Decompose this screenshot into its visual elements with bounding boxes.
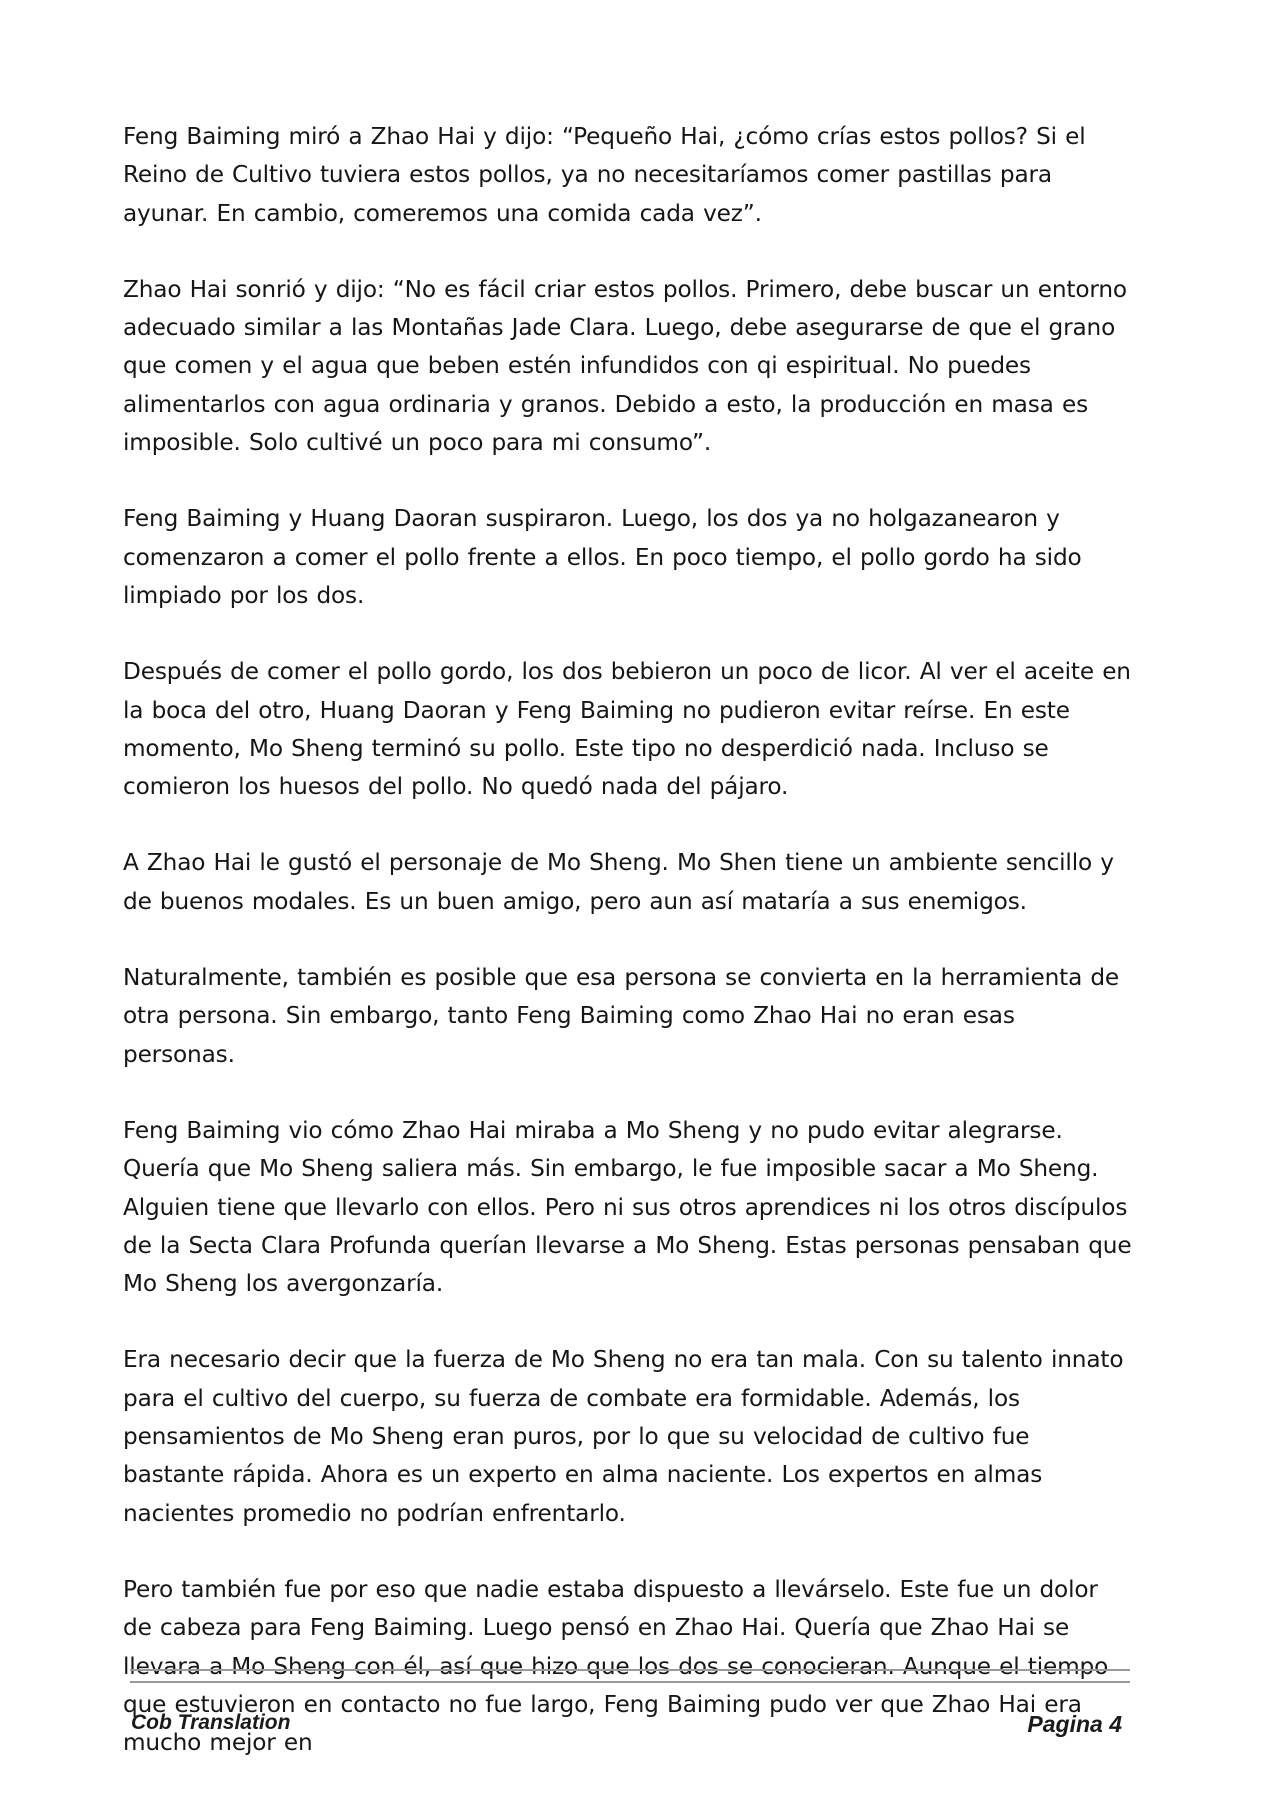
paragraph-4: Después de comer el pollo gordo, los dos bebieron un poco de licor. Al ver el aceite en la boca del otro, Huang Daoran y Feng Baiming no pudieron evitar reírse. En este momento, Mo Sheng terminó su pollo. Este tipo no desperdició nada. Incluso se comieron los huesos del pollo. No quedó nada del pájaro. [123,658,1131,801]
body-text [123,118,1133,1800]
paragraph-7: Feng Baiming vio cómo Zhao Hai miraba a Mo Sheng y no pudo evitar alegrarse. Quería que Mo Sheng saliera más. Sin embargo, le fue imposible sacar a Mo Sheng. Alguien tiene que llevarlo con ellos. Pero ni sus otros aprendices ni los otros discípulos de la Secta Clara Profunda querían llevarse a Mo Sheng. Estas personas pensaban que Mo Sheng los avergonzaría. [123,1116,1132,1298]
paragraph-8: Era necesario decir que la fuerza de Mo Sheng no era tan mala. Con su talento innato para el cultivo del cuerpo, su fuerza de combate era formidable. Además, los pensamientos de Mo Sheng eran puros, por lo que su velocidad de cultivo fue bastante rápida. Ahora es un experto en alma naciente. Los expertos en almas nacientes promedio no podrían enfrentarlo. [123,1346,1124,1527]
paragraph-3: Feng Baiming y Huang Daoran suspiraron. Luego, los dos ya no holgazanearon y comenzaron a comer el pollo frente a ellos. En poco tiempo, el pollo gordo ha sido limpiado por los dos. [123,505,1082,609]
footer-divider-bottom [130,1681,1130,1683]
paragraph-2: Zhao Hai sonrió y dijo: “No es fácil criar estos pollos. Primero, debe buscar un entorno adecuado similar a las Montañas Jade Clara. Luego, debe asegurarse de que el grano que comen y el agua que beben estén infundidos con qi espiritual. No puedes alimentarlos con agua ordinaria y granos. Debido a esto, la producción en masa es imposible. Solo cultivé un poco para mi consumo”. [123,275,1127,457]
paragraph-6: Naturalmente, también es posible que esa persona se convierta en la herramienta de otra persona. Sin embargo, tanto Feng Baiming como Zhao Hai no eran esas personas. [123,964,1120,1068]
paragraph-9: Pero también fue por eso que nadie estaba dispuesto a llevárselo. Este fue un dolor de cabeza para Feng Baiming. Luego pensó en Zhao Hai. Quería que Zhao Hai se llevara a Mo Sheng con él, así que hizo que los dos se conocieran. Aunque el tiempo que estuvieron en contacto no fue largo, Feng Baiming pudo ver que Zhao Hai era mucho mejor en [123,1575,1109,1757]
footer-divider-top [130,1669,1130,1671]
paragraph-5: A Zhao Hai le gustó el personaje de Mo Sheng. Mo Shen tiene un ambiente sencillo y de buenos modales. Es un buen amigo, pero aun así mataría a sus enemigos. [123,849,1114,915]
footer-translator-credit: Cob Translation [131,1711,291,1734]
paragraph-1: Feng Baiming miró a Zhao Hai y dijo: “Pequeño Hai, ¿cómo crías estos pollos? Si el Reino de Cultivo tuviera estos pollos, ya no necesitaríamos comer pastillas para ayunar. En cambio, comeremos una comida cada vez”. [123,123,1086,227]
footer-page-number: Pagina 4 [1027,1711,1122,1737]
